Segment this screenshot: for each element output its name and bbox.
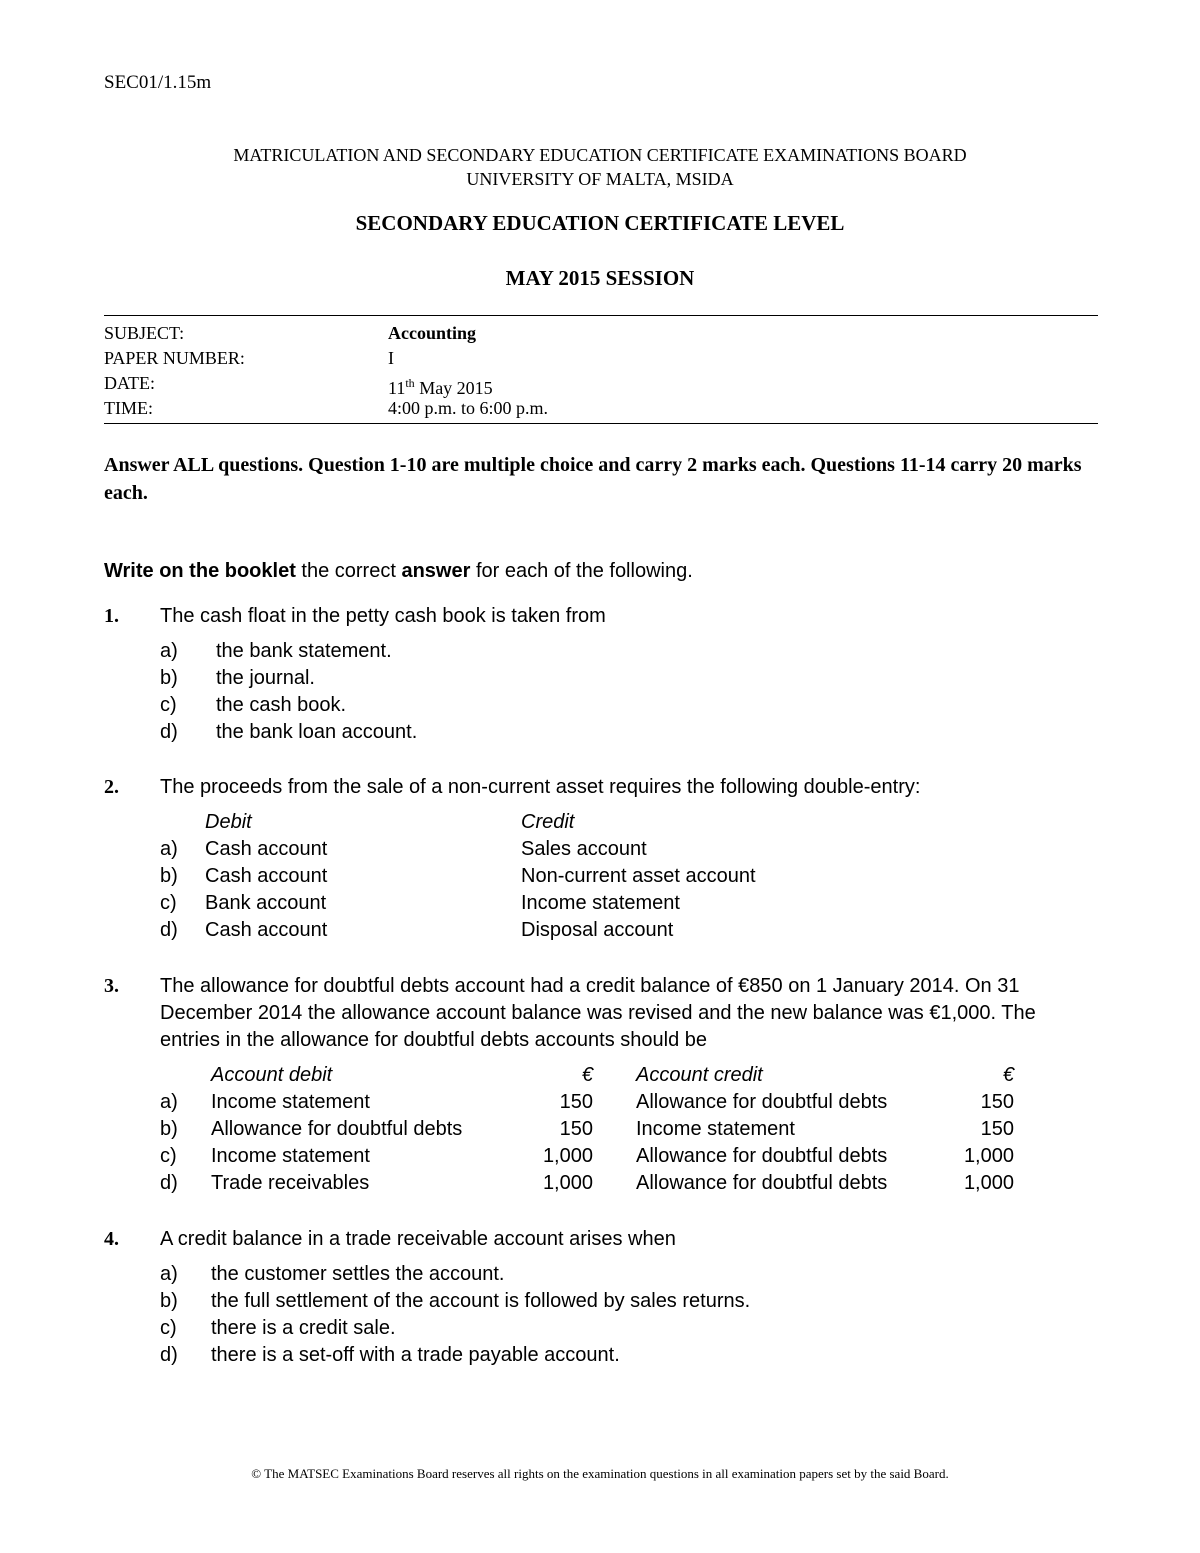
date-day: 11	[388, 378, 406, 398]
q4-number: 4.	[104, 1228, 119, 1250]
time-value: 4:00 p.m. to 6:00 p.m.	[388, 398, 549, 418]
q4-option-text: there is a credit sale.	[211, 1317, 396, 1339]
q3-option-credit-amount: 1,000	[963, 1145, 1014, 1167]
q2-credit-heading: Credit	[521, 811, 575, 833]
q3-debit-heading: Account debit	[211, 1064, 333, 1086]
paper-code: SEC01/1.15m	[104, 72, 212, 93]
q3-option-letter: c)	[160, 1145, 177, 1167]
date-suffix: th	[405, 376, 415, 390]
q3-option-letter: a)	[160, 1091, 178, 1113]
q3-option-debit-amount: 150	[559, 1118, 593, 1140]
q3-option-letter: d)	[160, 1172, 178, 1194]
q4-option-text: the customer settles the account.	[211, 1263, 505, 1285]
q3-credit-euro-heading: €	[1002, 1064, 1014, 1086]
q4-option-letter: a)	[160, 1263, 178, 1285]
paper-value: I	[388, 348, 394, 368]
q3-option-debit-amount: 1,000	[542, 1145, 593, 1167]
q1-option-text: the bank statement.	[216, 640, 392, 662]
q3-option-credit-amount: 1,000	[963, 1172, 1014, 1194]
write-end: for each of the following.	[470, 560, 693, 582]
copyright-footer: © The MATSEC Examinations Board reserves all rights on the examination questions in all examination papers set by the said Board.	[251, 1466, 949, 1481]
q4-option-text: the full settlement of the account is followed by sales returns.	[211, 1290, 751, 1312]
q3-option-debit: Income statement	[211, 1145, 370, 1167]
write-mid: the correct	[295, 560, 402, 582]
q1-option-text: the journal.	[216, 667, 315, 689]
date-row	[104, 371, 548, 396]
q1-option-text: the bank loan account.	[216, 721, 418, 743]
q4-option-letter: d)	[160, 1344, 178, 1366]
q1-option-text: the cash book.	[216, 694, 347, 716]
exam-session: MAY 2015 SESSION	[505, 266, 695, 290]
date-value	[388, 371, 493, 396]
subject-row	[104, 321, 548, 346]
q2-number: 2.	[104, 776, 119, 798]
q4-option-letter: c)	[160, 1317, 177, 1339]
write-instruction	[104, 560, 693, 583]
q4-option-letter: b)	[160, 1290, 178, 1312]
university-name: UNIVERSITY OF MALTA, MSIDA	[466, 169, 734, 189]
q1-number: 1.	[104, 605, 119, 627]
date-month-year: May 2015	[414, 378, 493, 398]
q3-option-credit: Allowance for doubtful debts	[636, 1091, 888, 1113]
q3-option-debit-amount: 150	[559, 1091, 593, 1113]
q3-option-debit-amount: 1,000	[542, 1172, 593, 1194]
q3-debit-euro-heading: €	[581, 1064, 593, 1086]
q3-credit-heading: Account credit	[636, 1064, 763, 1086]
q3-option-credit: Allowance for doubtful debts	[636, 1172, 888, 1194]
q2-option-letter: b)	[160, 865, 178, 887]
q2-option-credit: Disposal account	[521, 919, 674, 941]
q2-debit-heading: Debit	[205, 811, 252, 833]
q1-option-letter: c)	[160, 694, 177, 716]
q2-option-letter: d)	[160, 919, 178, 941]
q3-option-credit-amount: 150	[980, 1118, 1014, 1140]
q3-option-letter: b)	[160, 1118, 178, 1140]
bottom-divider	[104, 423, 1098, 424]
q2-option-credit: Income statement	[521, 892, 680, 914]
q3-number: 3.	[104, 975, 119, 997]
subject-value: Accounting	[388, 323, 477, 343]
q3-option-credit-amount: 150	[980, 1091, 1014, 1113]
q3-option-credit: Allowance for doubtful debts	[636, 1145, 888, 1167]
exam-info	[104, 321, 548, 421]
q3-option-debit: Income statement	[211, 1091, 370, 1113]
top-divider	[104, 315, 1098, 316]
q1-text: The cash float in the petty cash book is taken from	[160, 605, 606, 627]
q3-text-line-2: December 2014 the allowance account balance was revised and the new balance was €1,000. The	[160, 1002, 1036, 1024]
board-heading	[0, 143, 1200, 191]
time-label: TIME:	[104, 398, 153, 418]
q1-option-letter: a)	[160, 640, 178, 662]
q2-option-credit: Non-current asset account	[521, 865, 756, 887]
subject-label: SUBJECT:	[104, 323, 185, 343]
q3-text-line-3: entries in the allowance for doubtful debts accounts should be	[160, 1029, 708, 1051]
time-row	[104, 396, 548, 421]
q4-text: A credit balance in a trade receivable account arises when	[160, 1228, 676, 1250]
q2-option-letter: c)	[160, 892, 177, 914]
q2-option-debit: Cash account	[205, 865, 328, 887]
q3-option-debit: Trade receivables	[211, 1172, 370, 1194]
q1-option-letter: b)	[160, 667, 178, 689]
q3-option-debit: Allowance for doubtful debts	[211, 1118, 463, 1140]
q1-option-letter: d)	[160, 721, 178, 743]
certificate-level: SECONDARY EDUCATION CERTIFICATE LEVEL	[355, 211, 845, 235]
write-bold-1: Write on the booklet	[104, 560, 296, 582]
q2-option-debit: Bank account	[205, 892, 327, 914]
q2-option-letter: a)	[160, 838, 178, 860]
q2-option-credit: Sales account	[521, 838, 647, 860]
q3-text-line-1: The allowance for doubtful debts account had a credit balance of €850 on 1 January 2014. On 31	[160, 975, 1020, 997]
paper-row	[104, 346, 548, 371]
date-label: DATE:	[104, 373, 155, 393]
write-bold-2: answer	[401, 560, 471, 582]
instructions: Answer ALL questions. Question 1-10 are multiple choice and carry 2 marks each. Questions 11-14 carry 20 marks each.	[104, 454, 1082, 504]
q4-option-text: there is a set-off with a trade payable account.	[211, 1344, 620, 1366]
paper-label: PAPER NUMBER:	[104, 348, 245, 368]
q2-text: The proceeds from the sale of a non-current asset requires the following double-entry:	[160, 776, 921, 798]
q3-option-credit: Income statement	[636, 1118, 795, 1140]
q2-option-debit: Cash account	[205, 838, 328, 860]
board-name: MATRICULATION AND SECONDARY EDUCATION CERTIFICATE EXAMINATIONS BOARD	[233, 145, 967, 165]
q2-option-debit: Cash account	[205, 919, 328, 941]
